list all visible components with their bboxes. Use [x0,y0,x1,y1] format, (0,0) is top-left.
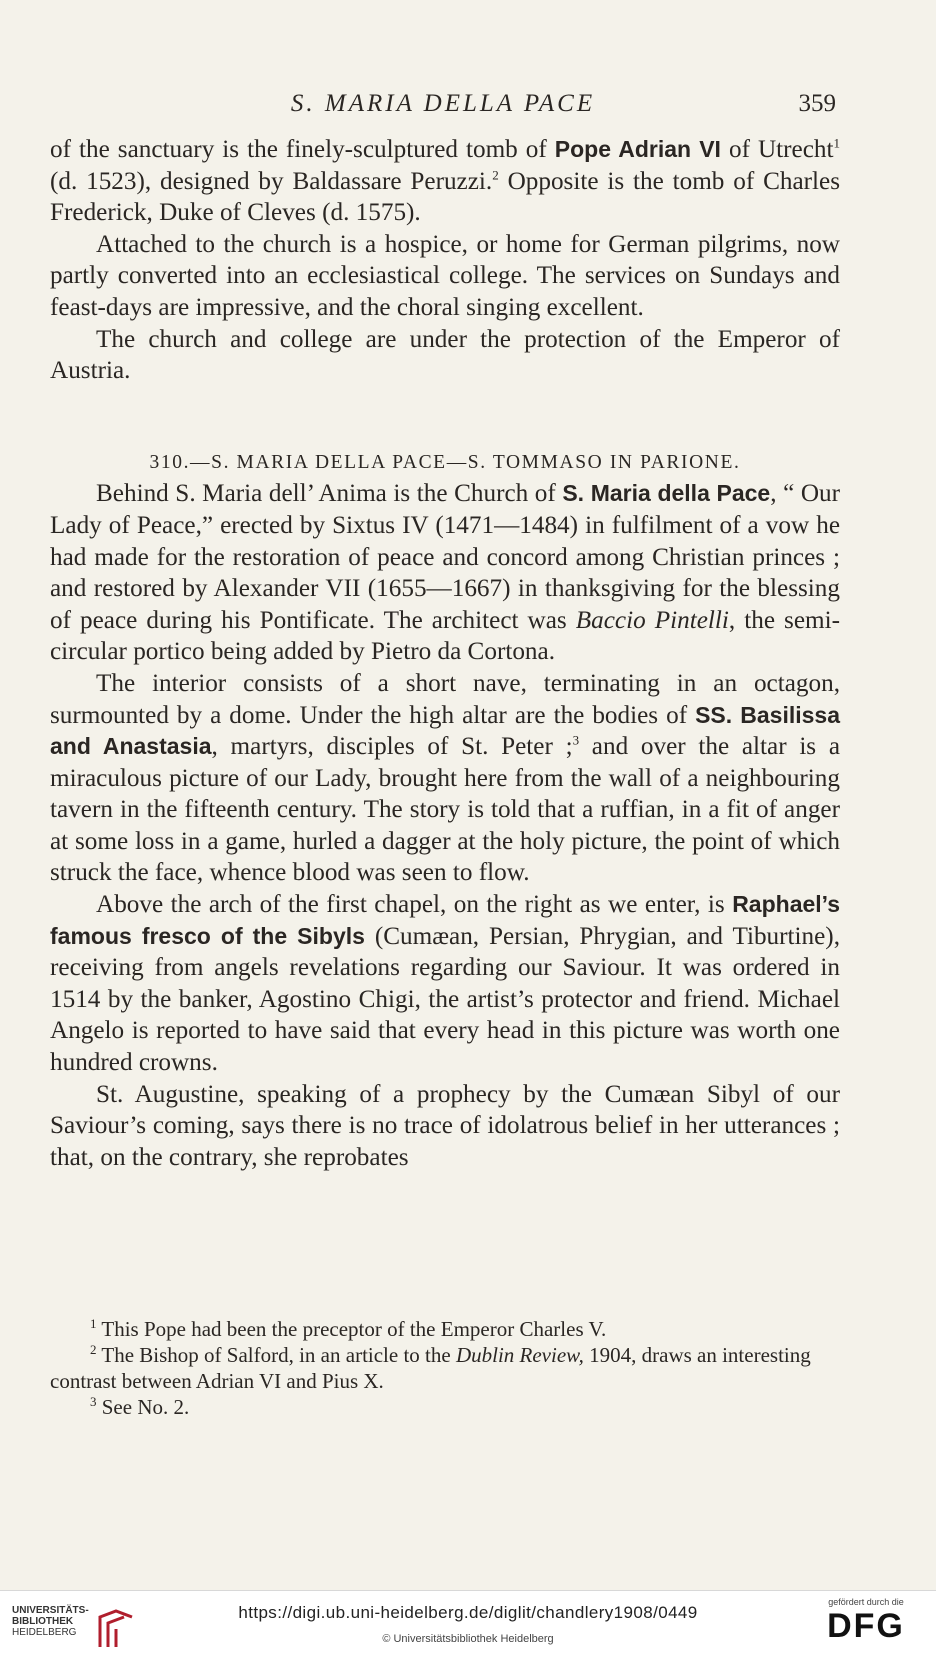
digital-library-footer [0,1590,936,1659]
page-number: 359 [798,90,836,117]
running-head [50,90,836,130]
paragraph-1: of the sanctuary is the finely-sculptured tomb of Pope Adrian VI of Utrecht$^1$ (d. 1523), designed by Baldassare Peruzzi.$^2$ Opposite is the tomb of Charles Frederick, Duke of Cleves (d. 1575). [50,135,841,227]
footnote-ref-3: 3 [572,732,580,748]
paragraph-7: St. Augustine, speaking of a prophecy by the Cumæan Sibyl of our Saviour’s coming, says there is no trace of idolatrous belief in her utterances ; that, on the contrary, she reprobates [50,1080,840,1171]
copyright-notice: © Universitätsbibliothek Heidelberg [382,1633,554,1645]
library-name: UNIVERSITÄTS- BIBLIOTHEK HEIDELBERG [12,1605,89,1638]
italic-architect: Baccio Pintelli [575,606,729,634]
paragraph-4: Behind S. Maria dell’ Anima is the Church of S. Maria della Pace, “ Our Lady of Peace,” erected by Sixtus IV (1471—1484) in fulfilment of a vow he had made for the restoration of peace and concord among Christian princes ; and restored by Alexander VII (1655—1667) in thanksgiving for the blessing of peace during his Pontificate. The architect was Baccio Pintelli, the semi-circular portico being added by Pietro da Cortona. [50,480,840,666]
funded-by-label: gefördert durch die [828,1597,904,1607]
permalink-url[interactable]: https://digi.ub.uni-heidelberg.de/diglit/chandlery1908/0449 [238,1603,698,1622]
dfg-wordmark: DFG [827,1607,905,1645]
footnote-2: $^2$ The Bishop of Salford, in an article to the Dublin Review, 1904, draws an interesting contrast between Adrian VI and Pius X. [50,1342,811,1393]
bold-church-name: S. Maria della Pace [562,480,771,507]
paragraph-6: Above the arch of the first chapel, on the right as we enter, is Raphael’s famous fresco of the Sibyls (Cumæan, Persian, Phrygian, and Tiburtine), receiving from angels revelations regarding our Saviour. It was ordered in 1514 by the banker, Agostino Chigi, the artist’s protector and friend. Michael Angelo is reported to have said that every head in this picture was worth one hundred crowns. [50,891,840,1077]
footnote-3: $^3$ See No. 2. [90,1394,190,1419]
footnote-ref-1: 1 [833,135,840,151]
bold-fresco: Raphael’s famous fresco of the Sibyls [50,891,840,949]
bold-name: Pope Adrian VI [554,136,721,162]
section-heading: 310.—S. MARIA DELLA PACE—S. TOMMASO IN PARIONE. [149,451,741,473]
running-head-title: S. MARIA DELLA PACE [290,90,596,117]
paragraph-3: The church and college are under the protection of the Emperor of Austria. [50,325,840,385]
body-text [50,134,840,1173]
footnote-ref-2: 2 [492,167,499,183]
bold-saints: SS. Basilissa and Anastasia [50,701,841,760]
paragraph-5: The interior consists of a short nave, terminating in an octagon, surmounted by a dome. Under the high altar are the bodies of SS. Basilissa and Anastasia, martyrs, disciples of St. Peter ;$^3$ and over the altar is a miraculous picture of our Lady, brought here from the wall of a neighbouring tavern in the fifteenth century. The story is told that a ruffian, in a fit of anger at some loss in a game, hurled a dagger at the holy picture, the point of which struck the face, whence blood was seen to flow. [50,669,841,887]
paragraph-2: Attached to the church is a hospice, or home for German pilgrims, now partly converted into an ecclesiastical college. The services on Sundays and feast-days are impressive, and the choral singing excellent. [50,230,840,321]
footnotes [50,1316,840,1420]
dfg-logo[interactable] [816,1597,916,1645]
footnote-1: $^1$ This Pope had been the preceptor of the Emperor Charles V. [90,1316,607,1341]
